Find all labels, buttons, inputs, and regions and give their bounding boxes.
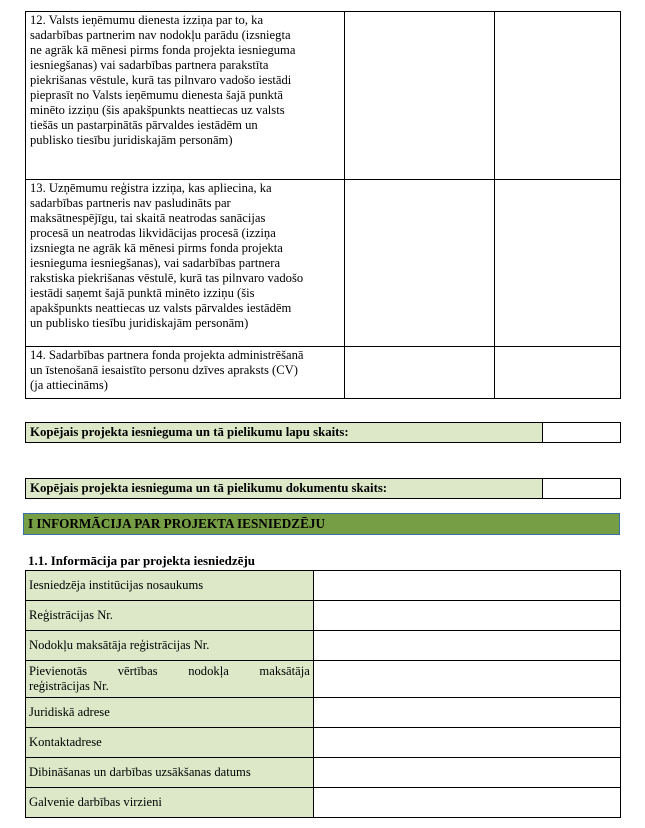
founding-date-field[interactable]	[313, 758, 620, 788]
vat-label-line-1: Pievienotās vērtības nodokļa maksātāja	[29, 664, 310, 678]
req13-line: iesnieguma iesniegšanas), vai sadarbības partnera	[30, 256, 281, 270]
req14-line: un īstenošanā iesaistīto personu dzīves apraksts (CV)	[30, 363, 298, 377]
info-row	[26, 631, 621, 661]
main-activities-field[interactable]	[313, 788, 620, 818]
applicant-info-table	[25, 570, 621, 818]
req13-line: izsniegta ne agrāk kā mēnesi pirms fonda projekta	[30, 241, 283, 255]
document-count-table	[25, 478, 621, 499]
vat-label-line-2: reģistrācijas Nr.	[29, 679, 109, 693]
legal-address-label: Juridiskā adrese	[26, 698, 314, 728]
tax-registration-field[interactable]	[313, 631, 620, 661]
req12-line: pieprasīt no Valsts ieņēmumu dienesta šajā punktā	[30, 88, 283, 102]
requirement-row-13	[26, 180, 621, 347]
info-row	[26, 661, 621, 698]
req14-line: (ja attiecināms)	[30, 378, 108, 392]
info-row	[26, 698, 621, 728]
req12-line: iesniegšanas) vai sadarbības partnera parakstīta	[30, 58, 269, 72]
tax-registration-label: Nodokļu maksātāja reģistrācijas Nr.	[26, 631, 314, 661]
requirement-text-12	[26, 12, 345, 180]
info-row	[26, 601, 621, 631]
requirement-14-cell-3[interactable]	[495, 347, 621, 399]
req13-line: 13. Uzņēmumu reģistra izziņa, kas apliecina, ka	[30, 181, 272, 195]
page-count-label: Kopējais projekta iesnieguma un tā pielikumu lapu skaits:	[26, 423, 543, 443]
req12-line: 12. Valsts ieņēmumu dienesta izziņa par to, ka	[30, 13, 264, 27]
document-count-label: Kopējais projekta iesnieguma un tā pielikumu dokumentu skaits:	[26, 479, 543, 499]
contact-address-label: Kontaktadrese	[26, 728, 314, 758]
subsection-title: 1.1. Informācija par projekta iesniedzēju	[28, 553, 255, 568]
req12-line: piekrišanas vēstule, kurā tas pilnvaro vadošo iestādi	[30, 73, 292, 87]
req13-line: maksātnespējīgu, tai skaitā neatrodas sanācijas	[30, 211, 266, 225]
req13-line: un publisko tiesību juridiskajām personām)	[30, 316, 249, 330]
info-row	[26, 728, 621, 758]
page-count-field[interactable]	[543, 423, 621, 443]
requirement-text-14	[26, 347, 345, 399]
req13-line: rakstiska piekrišanas vēstulē, kurā tas pilnvaro vadošo	[30, 271, 304, 285]
institution-name-label: Iesniedzēja institūcijas nosaukums	[26, 571, 314, 601]
requirement-14-cell-2[interactable]	[344, 347, 495, 399]
legal-address-field[interactable]	[313, 698, 620, 728]
requirement-13-cell-2[interactable]	[344, 180, 495, 347]
info-row	[26, 788, 621, 818]
requirement-text-13	[26, 180, 345, 347]
req12-line: minēto izziņu (šis apakšpunkts neattiecas uz valsts	[30, 103, 285, 117]
main-activities-label: Galvenie darbības virzieni	[26, 788, 314, 818]
founding-date-label: Dibināšanas un darbības uzsākšanas datums	[26, 758, 314, 788]
requirement-12-cell-3[interactable]	[495, 12, 621, 180]
req12-line: tiešās un pastarpinātās pārvaldes iestādēm un	[30, 118, 258, 132]
vat-registration-label	[26, 661, 314, 698]
req12-line: ne agrāk kā mēnesi pirms fonda projekta iesnieguma	[30, 43, 296, 57]
vat-registration-field[interactable]	[313, 661, 620, 698]
requirement-row-12	[26, 12, 621, 180]
req13-line: iestādi saņemt šajā punktā minēto izziņu (šis	[30, 286, 255, 300]
info-row	[26, 571, 621, 601]
requirement-13-cell-3[interactable]	[495, 180, 621, 347]
document-count-field[interactable]	[543, 479, 621, 499]
info-row	[26, 758, 621, 788]
registration-number-label: Reģistrācijas Nr.	[26, 601, 314, 631]
section-title-bar: I INFORMĀCIJA PAR PROJEKTA IESNIEDZĒJU	[23, 513, 620, 535]
registration-number-field[interactable]	[313, 601, 620, 631]
req12-line: sadarbības partnerim nav nodokļu parādu (izsniegta	[30, 28, 291, 42]
req14-line: 14. Sadarbības partnera fonda projekta administrēšanā	[30, 348, 304, 362]
req12-line: publisko tiesību juridiskajām personām)	[30, 133, 233, 147]
contact-address-field[interactable]	[313, 728, 620, 758]
req13-line: sadarbības partneris nav pasludināts par	[30, 196, 231, 210]
page-count-table	[25, 422, 621, 443]
requirement-12-cell-2[interactable]	[344, 12, 495, 180]
req13-line: apakšpunkts neattiecas uz valsts pārvaldes iestādēm	[30, 301, 292, 315]
institution-name-field[interactable]	[313, 571, 620, 601]
requirement-row-14	[26, 347, 621, 399]
req13-line: procesā un neatrodas likvidācijas procesā (izziņa	[30, 226, 276, 240]
requirements-table	[25, 11, 621, 399]
